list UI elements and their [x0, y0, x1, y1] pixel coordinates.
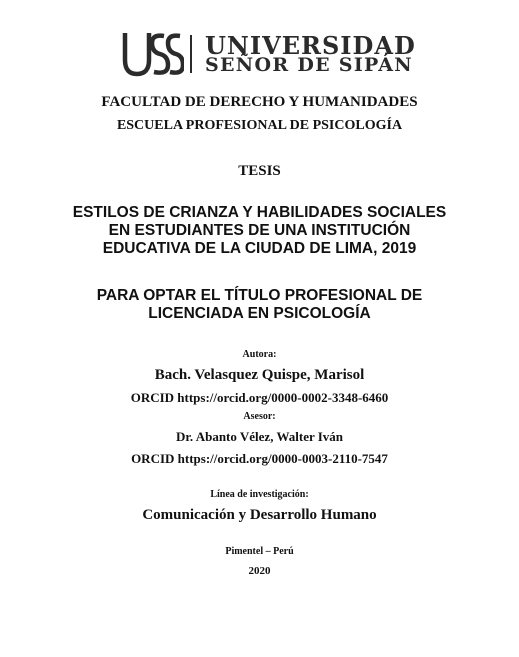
advisor-name: Dr. Abanto Vélez, Walter Iván [175, 429, 344, 444]
logo-divider [190, 35, 192, 73]
thesis-title-line-3: EDUCATIVA DE LA CIUDAD DE LIMA, 2019 [102, 240, 417, 257]
advisor-orcid: ORCID https://orcid.org/0000-0003-2110-7547 [131, 451, 388, 466]
research-line-label: Línea de investigación: [210, 489, 309, 500]
year: 2020 [248, 565, 271, 577]
faculty-heading: FACULTAD DE DERECHO Y HUMANIDADES [101, 94, 418, 110]
thesis-title-line-1: ESTILOS DE CRIANZA Y HABILIDADES SOCIALES [72, 204, 447, 221]
author-label: Autora: [242, 349, 277, 360]
school-heading: ESCUELA PROFESIONAL DE PSICOLOGÍA [116, 118, 403, 133]
degree-line-2: LICENCIADA EN PSICOLOGÍA [148, 305, 371, 322]
document-type: TESIS [238, 163, 281, 179]
research-line-value: Comunicación y Desarrollo Humano [142, 507, 377, 523]
university-name-line1: UNIVERSIDAD [205, 31, 416, 60]
place: Pimentel – Perú [225, 546, 294, 557]
advisor-label: Asesor: [243, 411, 276, 422]
uss-monogram-icon [120, 30, 184, 78]
author-orcid: ORCID https://orcid.org/0000-0002-3348-6460 [130, 390, 389, 405]
degree-line-1: PARA OPTAR EL TÍTULO PROFESIONAL DE [96, 287, 423, 304]
thesis-title-line-2: EN ESTUDIANTES DE UNA INSTITUCIÓN [108, 222, 411, 239]
author-name: Bach. Velasquez Quispe, Marisol [154, 367, 365, 383]
university-name-line2: SEÑOR DE SIPÁN [205, 54, 413, 76]
